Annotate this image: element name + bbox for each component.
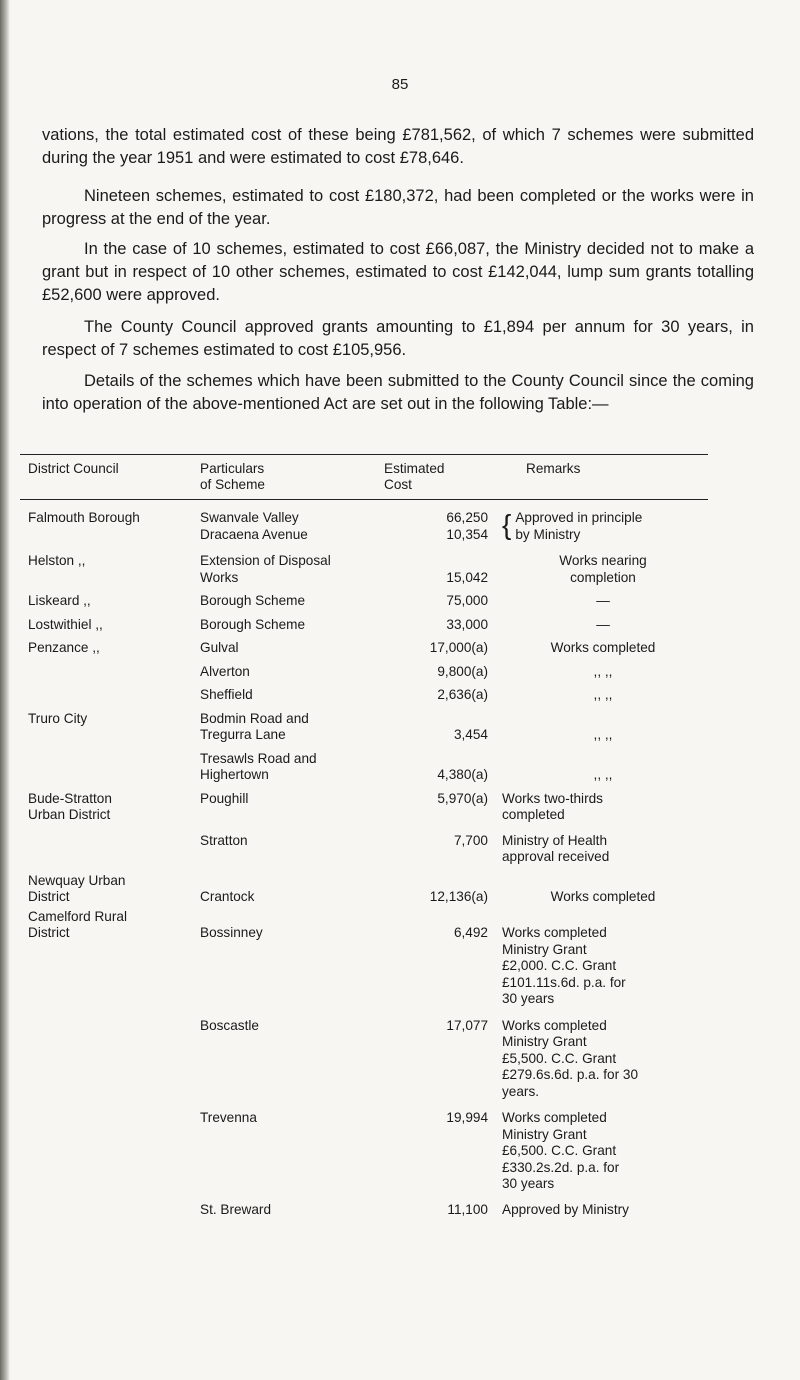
cell-cost: 6,492 bbox=[453, 925, 488, 940]
cell-scheme: Trevenna bbox=[200, 1110, 257, 1125]
table-row bbox=[20, 711, 708, 744]
table-header-rule bbox=[20, 499, 708, 500]
cell-district: Bude-Stratton Urban District bbox=[28, 790, 112, 822]
cell-scheme: Swanvale Valley Dracaena Avenue bbox=[200, 510, 308, 542]
table-row bbox=[20, 687, 708, 704]
table-body bbox=[20, 510, 708, 1218]
table-row bbox=[20, 617, 708, 634]
header-remarks bbox=[498, 461, 708, 493]
cell-cost: 17,077 bbox=[446, 1017, 488, 1033]
table-row bbox=[20, 510, 708, 543]
table-row bbox=[20, 1202, 708, 1219]
cell-remarks-text: Approved in principle by Ministry bbox=[515, 510, 643, 542]
cell-district: Falmouth Borough bbox=[28, 510, 140, 525]
cell-scheme: St. Breward bbox=[200, 1201, 272, 1217]
cell-remarks: Ministry of Health approval received bbox=[502, 832, 610, 864]
cell-cost: 11,100 bbox=[447, 1201, 488, 1217]
cell-remarks: — bbox=[596, 593, 610, 608]
paragraph-2: Nineteen schemes, estimated to cost £180,372, had been completed or the works were in progress at the end of the year. bbox=[42, 187, 754, 228]
table-row bbox=[20, 553, 708, 586]
cell-cost: 17,000(a) bbox=[429, 640, 488, 655]
cell-remarks: Works completed bbox=[550, 640, 656, 655]
cell-scheme: Borough Scheme bbox=[200, 616, 306, 632]
cell-cost: 33,000 bbox=[446, 616, 488, 632]
cell-district: Helston ,, bbox=[28, 553, 86, 568]
cell-scheme: Borough Scheme bbox=[200, 593, 306, 608]
brace-glyph: { bbox=[502, 509, 512, 540]
cell-remarks: Works completed bbox=[550, 889, 656, 904]
table-row bbox=[20, 873, 708, 906]
cell-cost: 3,454 bbox=[453, 727, 488, 742]
header-district bbox=[20, 461, 188, 493]
cell-district bbox=[20, 1018, 188, 1101]
schemes-table bbox=[20, 454, 708, 1218]
table-row bbox=[20, 833, 708, 866]
cell-remarks bbox=[498, 510, 708, 543]
table-row bbox=[20, 1110, 708, 1193]
table-row bbox=[20, 664, 708, 681]
book-binding-edge bbox=[0, 0, 10, 1380]
cell-cost: 66,250 10,354 bbox=[446, 510, 488, 542]
cell-district bbox=[20, 664, 188, 681]
header-cost bbox=[380, 461, 498, 493]
cell-remarks: Works completed Ministry Grant £5,500. C.C. Grant £279.6s.6d. p.a. for 30 years. bbox=[502, 1017, 639, 1099]
cell-scheme: Alverton bbox=[200, 663, 250, 679]
cell-cost: 12,136(a) bbox=[429, 889, 488, 904]
header-particulars bbox=[188, 461, 380, 493]
cell-cost: 4,380(a) bbox=[437, 767, 488, 782]
cell-district bbox=[20, 687, 188, 704]
header-particulars-line-1: Particulars bbox=[200, 461, 265, 476]
cell-remarks: Works completed Ministry Grant £2,000. C.C. Grant £101.11s.6d. p.a. for 30 years bbox=[502, 925, 626, 1006]
cell-district: Penzance ,, bbox=[28, 640, 100, 655]
table-row bbox=[20, 791, 708, 824]
cell-scheme: Poughill bbox=[200, 790, 249, 806]
cell-cost: 15,042 bbox=[446, 569, 488, 585]
cell-scheme: Bodmin Road and Tregurra Lane bbox=[200, 710, 309, 742]
cell-cost: 2,636(a) bbox=[437, 687, 488, 702]
cell-cost: 7,700 bbox=[453, 832, 488, 848]
cell-scheme: Crantock bbox=[200, 889, 255, 904]
cell-remarks: Approved by Ministry bbox=[502, 1201, 629, 1217]
cell-cost: 9,800(a) bbox=[437, 663, 488, 679]
cell-district: Newquay Urban District bbox=[28, 872, 126, 904]
cell-scheme: Extension of Disposal Works bbox=[200, 553, 331, 585]
table-row bbox=[20, 751, 708, 784]
cell-remarks: ,, ,, bbox=[593, 767, 613, 782]
cell-scheme: Sheffield bbox=[200, 687, 253, 702]
page-number: 85 bbox=[391, 76, 409, 93]
cell-cost: 75,000 bbox=[446, 593, 488, 608]
header-particulars-line-2: of Scheme bbox=[200, 477, 265, 492]
table-row bbox=[20, 909, 708, 1008]
cell-district bbox=[20, 751, 188, 784]
cell-district: Lostwithiel ,, bbox=[28, 616, 103, 632]
cell-district: Liskeard ,, bbox=[28, 593, 91, 608]
cell-cost: 19,994 bbox=[446, 1110, 488, 1125]
cell-district bbox=[20, 833, 188, 866]
cell-district bbox=[20, 1110, 188, 1193]
paragraph-4: The County Council approved grants amounting to £1,894 per annum for 30 years, in respect of 7 schemes estimated to cost £105,956. bbox=[42, 318, 754, 359]
header-cost-line-2: Cost bbox=[384, 477, 412, 492]
table-header bbox=[20, 455, 708, 499]
cell-scheme: Stratton bbox=[200, 832, 248, 848]
paragraph-3: In the case of 10 schemes, estimated to cost £66,087, the Ministry decided not to make a grant but in respect of 10 other schemes, estimated to cost £142,044, lump sum grants totalling £52,600 were approved. bbox=[42, 240, 754, 304]
table-row bbox=[20, 593, 708, 610]
cell-scheme: Tresawls Road and Highertown bbox=[200, 750, 317, 782]
paragraph-5: Details of the schemes which have been submitted to the County Council since the coming into operation of the above-mentioned Act are set out in the following Table:— bbox=[42, 372, 754, 413]
table-row bbox=[20, 1018, 708, 1101]
cell-district bbox=[20, 1202, 188, 1219]
cell-district: Truro City bbox=[28, 710, 88, 726]
cell-cost: 5,970(a) bbox=[437, 790, 488, 806]
cell-scheme: Gulval bbox=[200, 640, 239, 655]
cell-scheme: Boscastle bbox=[200, 1017, 259, 1033]
cell-remarks: ,, ,, bbox=[593, 687, 613, 702]
cell-remarks: Works nearing completion bbox=[559, 553, 647, 585]
cell-district: Camelford Rural District bbox=[28, 908, 127, 940]
cell-remarks: Works completed Ministry Grant £6,500. C.C. Grant £330.2s.2d. p.a. for 30 years bbox=[502, 1110, 620, 1191]
header-district-label: District Council bbox=[28, 461, 119, 476]
table-row bbox=[20, 640, 708, 657]
cell-remarks: — bbox=[596, 616, 610, 632]
header-cost-line-1: Estimated bbox=[384, 461, 445, 476]
cell-remarks: ,, ,, bbox=[593, 727, 613, 742]
cell-remarks: Works two-thirds completed bbox=[502, 790, 603, 822]
cell-scheme: Bossinney bbox=[200, 925, 263, 940]
header-remarks-label: Remarks bbox=[526, 461, 581, 476]
cell-remarks: ,, ,, bbox=[593, 663, 613, 679]
paragraph-1: vations, the total estimated cost of these being £781,562, of which 7 schemes were submitted during the year 1951 and were estimated to cost £78,646. bbox=[42, 126, 754, 167]
